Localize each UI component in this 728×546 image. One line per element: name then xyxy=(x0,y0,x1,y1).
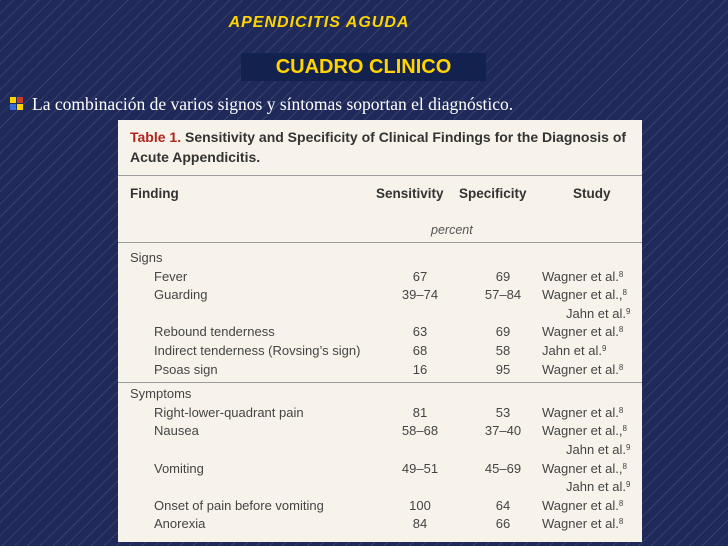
table-row xyxy=(118,405,642,423)
header-sensitivity: Sensitivity xyxy=(376,186,444,201)
specificity-cell: 69 xyxy=(495,268,511,284)
header-study: Study xyxy=(573,186,611,201)
reference-superscript: 8 xyxy=(622,461,627,471)
specificity-cell: 64 xyxy=(495,497,511,513)
finding-cell: Anorexia xyxy=(154,516,206,532)
sensitivity-cell: 68 xyxy=(412,343,428,358)
symptoms-section-label xyxy=(118,386,642,404)
table-row xyxy=(118,324,642,342)
specificity-cell: 45–69 xyxy=(484,460,522,476)
table-row xyxy=(118,287,642,305)
study-cell: Wagner et al.,$^8$ xyxy=(542,460,627,476)
specificity-cell: 53 xyxy=(495,404,511,420)
study-cell: Wagner et al.,$^8$ xyxy=(542,423,627,439)
sensitivity-cell: 84 xyxy=(412,516,428,532)
signs-section-label-text: Signs xyxy=(130,250,163,265)
study-cell: Wagner et al.$^8$ xyxy=(542,324,624,340)
slide-subtitle: CUADRO CLINICO xyxy=(241,53,486,81)
reference-superscript: 9 xyxy=(626,480,631,490)
table-row xyxy=(118,498,642,516)
study-cell: Wagner et al.,$^8$ xyxy=(542,287,627,303)
table-rule-header xyxy=(118,242,642,243)
sensitivity-cell: 67 xyxy=(412,268,428,284)
study-cell: Jahn et al.$^9$ xyxy=(566,442,631,457)
sensitivity-cell: 39–74 xyxy=(401,287,439,303)
table-row xyxy=(118,423,642,441)
table-row xyxy=(118,362,642,380)
header-specificity: Specificity xyxy=(459,186,527,201)
section-divider xyxy=(118,382,642,383)
findings-table xyxy=(118,120,642,542)
reference-superscript: 8 xyxy=(618,498,624,508)
sensitivity-cell: 81 xyxy=(412,404,428,420)
bullet-text-line xyxy=(10,94,725,115)
specificity-cell: 37–40 xyxy=(484,423,522,439)
finding-cell: Vomiting xyxy=(154,460,204,476)
table-row xyxy=(118,516,642,534)
reference-superscript: 8 xyxy=(618,362,624,372)
table-rule-top xyxy=(118,175,642,176)
study-cell: Jahn et al.$^9$ xyxy=(566,479,631,495)
study-cell: Wagner et al.$^8$ xyxy=(542,497,624,513)
table-row-continuation xyxy=(118,479,642,497)
sensitivity-cell: 58–68 xyxy=(401,423,439,439)
study-cell: Wagner et al.$^8$ xyxy=(542,404,624,420)
study-cell: Jahn et al.$^9$ xyxy=(542,343,607,358)
table-row xyxy=(118,343,642,361)
specificity-cell: 57–84 xyxy=(484,287,522,303)
sensitivity-cell: 100 xyxy=(409,497,431,513)
finding-cell: Rebound tenderness xyxy=(154,324,275,340)
reference-superscript: 8 xyxy=(618,517,624,527)
reference-superscript: 8 xyxy=(618,405,624,415)
table-row xyxy=(118,269,642,287)
specificity-cell: 95 xyxy=(495,361,511,377)
specificity-cell: 69 xyxy=(495,324,511,340)
reference-superscript: 8 xyxy=(618,325,624,335)
specificity-cell: 66 xyxy=(495,516,511,532)
finding-cell: Guarding xyxy=(154,287,208,303)
finding-cell: Right-lower-quadrant pain xyxy=(154,404,304,420)
study-cell: Wagner et al.$^8$ xyxy=(542,516,624,532)
signs-section-label xyxy=(118,250,642,268)
reference-superscript: 8 xyxy=(622,424,627,434)
table-row-continuation xyxy=(118,442,642,460)
finding-cell: Psoas sign xyxy=(154,361,218,377)
units-label: percent xyxy=(431,223,473,237)
bullet-text: La combinación de varios signos y síntomas soportan el diagnóstico. xyxy=(32,94,514,114)
symptoms-section-label-text: Symptoms xyxy=(130,386,192,402)
study-cell: Wagner et al.$^8$ xyxy=(542,361,624,377)
table-row xyxy=(118,461,642,479)
sensitivity-cell: 63 xyxy=(412,324,428,340)
bullet-icon xyxy=(10,97,26,111)
sensitivity-cell: 16 xyxy=(412,361,428,377)
study-cell: Wagner et al.$^8$ xyxy=(542,268,624,284)
finding-cell: Nausea xyxy=(154,423,199,439)
reference-superscript: 8 xyxy=(618,269,624,279)
reference-superscript: 9 xyxy=(626,443,631,452)
reference-superscript: 9 xyxy=(602,344,607,353)
table-caption xyxy=(130,127,630,167)
study-cell: Jahn et al.$^9$ xyxy=(566,305,631,321)
specificity-cell: 58 xyxy=(495,343,511,358)
sensitivity-cell: 49–51 xyxy=(401,460,439,476)
table-number: Table 1. xyxy=(130,129,182,145)
slide-title: APENDICITIS AGUDA xyxy=(228,14,410,31)
finding-cell: Indirect tenderness (Rovsing’s sign) xyxy=(154,343,361,358)
finding-cell: Onset of pain before vomiting xyxy=(154,497,324,513)
header-finding: Finding xyxy=(130,186,179,201)
table-caption-text: Sensitivity and Specificity of Clinical Findings for the Diagnosis of Acute Appendicitis. xyxy=(130,129,627,165)
reference-superscript: 9 xyxy=(626,306,631,316)
finding-cell: Fever xyxy=(154,268,188,284)
table-row-continuation xyxy=(118,306,642,324)
reference-superscript: 8 xyxy=(622,288,627,298)
